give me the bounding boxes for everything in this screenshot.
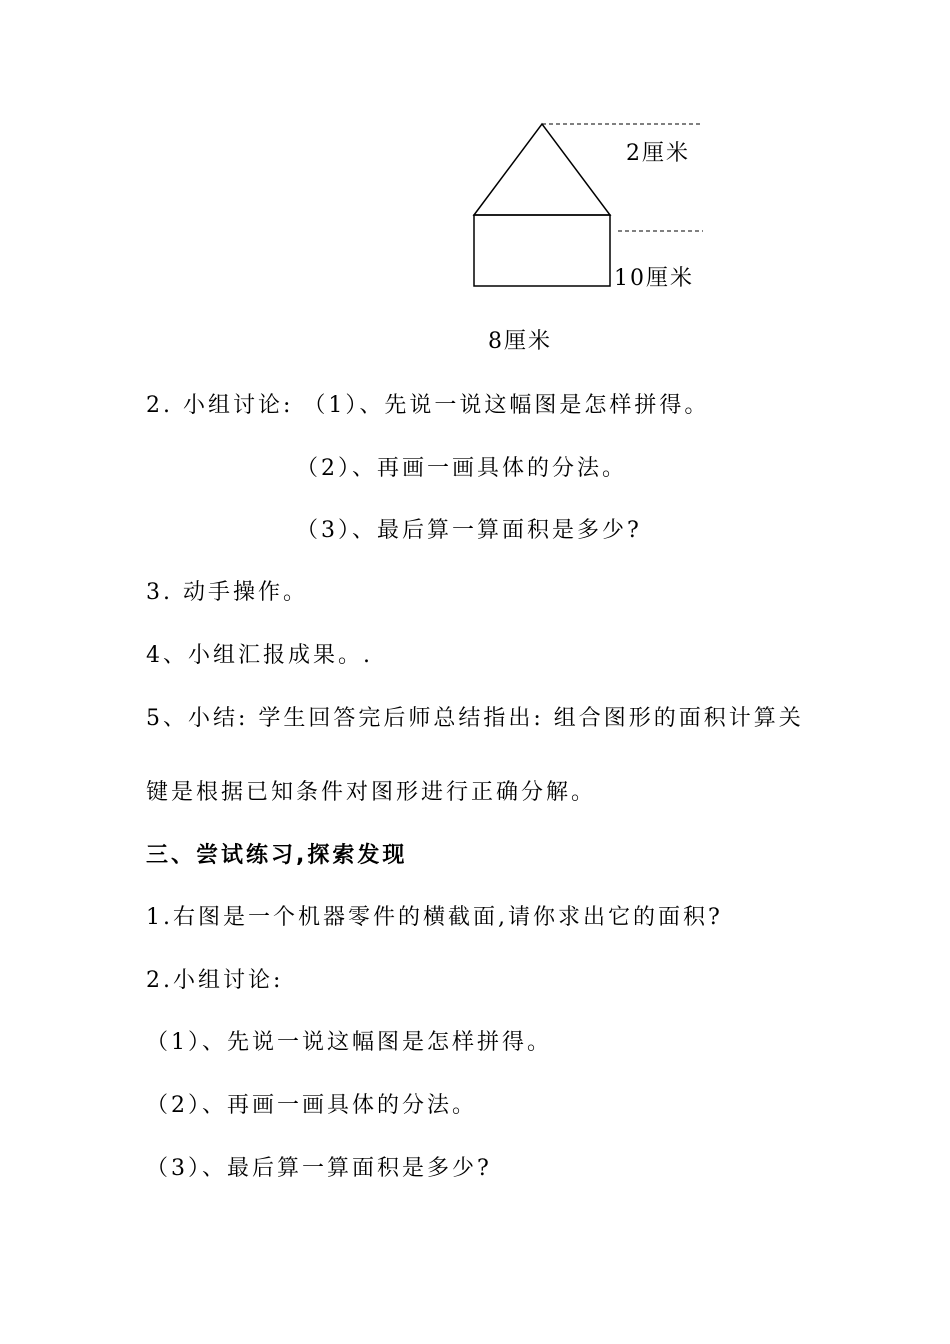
- text-line-5: 4、小组汇报成果。.: [146, 643, 373, 668]
- text-line-12: （3）、最后算一算面积是多少?: [146, 1156, 492, 1181]
- rectangle-base: [474, 215, 610, 286]
- text-line-4: 3. 动手操作。: [146, 580, 308, 605]
- text-line-7: 键是根据已知条件对图形进行正确分解。: [146, 780, 597, 805]
- triangle-roof: [474, 124, 610, 215]
- text-line-1: 2. 小组讨论: （1）、先说一说这幅图是怎样拼得。: [146, 393, 710, 418]
- text-line-3: （3）、最后算一算面积是多少?: [296, 518, 642, 543]
- text-line-6: 5、小结: 学生回答完后师总结指出: 组合图形的面积计算关: [146, 706, 804, 731]
- section-heading: 三、尝试练习,探索发现: [146, 843, 408, 868]
- composite-shape-figure: [0, 0, 950, 360]
- text-line-10: （1）、先说一说这幅图是怎样拼得。: [146, 1030, 552, 1055]
- top-dimension-label: 2厘米: [626, 141, 690, 166]
- side-dimension-label: 10厘米: [614, 266, 694, 291]
- text-line-2: （2）、再画一画具体的分法。: [296, 456, 627, 481]
- bottom-dimension-label: 8厘米: [488, 329, 552, 354]
- text-line-9: 2.小组讨论:: [146, 968, 284, 993]
- house-shape-diagram: [0, 0, 950, 360]
- text-line-8: 1.右图是一个机器零件的横截面,请你求出它的面积?: [146, 905, 723, 930]
- text-line-11: （2）、再画一画具体的分法。: [146, 1093, 477, 1118]
